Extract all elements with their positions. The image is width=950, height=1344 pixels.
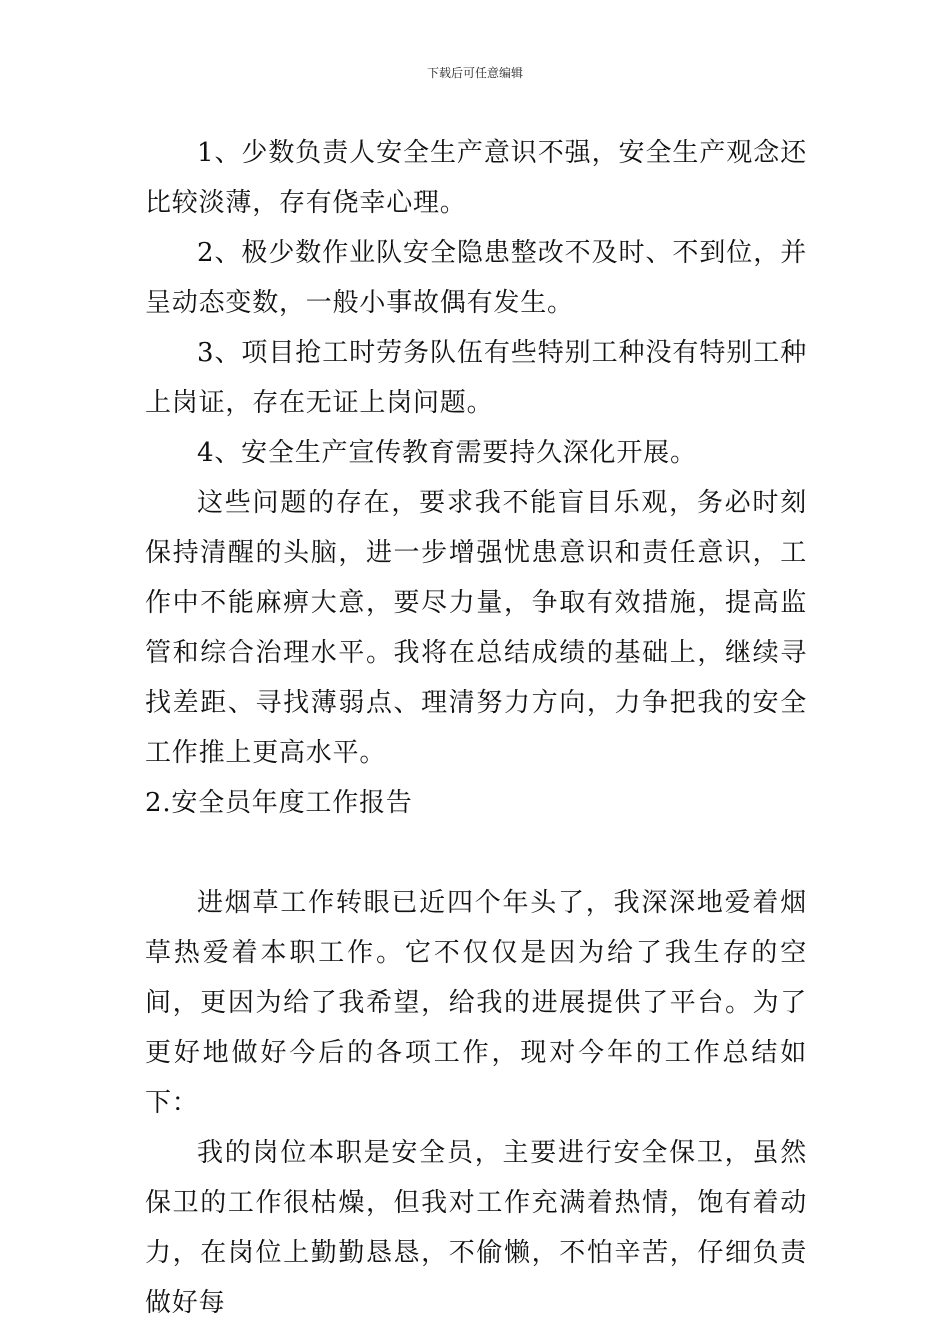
paragraph-duties: 我的岗位本职是安全员，主要进行安全保卫，虽然保卫的工作很枯燥，但我对工作充满着热情，饱有着动力，在岗位上勤勤恳恳，不偷懒，不怕辛苦，仔细负责做好每 — [145, 1138, 807, 1318]
section-heading: 2.安全员年度工作报告 — [145, 788, 413, 818]
page-header: 下载后可任意编辑 — [426, 66, 523, 80]
blank-line — [145, 828, 807, 878]
paragraph-conclusion: 这些问题的存在，要求我不能盲目乐观，务必时刻保持清醒的头脑，进一步增强忧患意识和责任意识，工作中不能麻痹大意，要尽力量，争取有效措施，提高监管和综合治理水平。我将在总结成绩的基础上，继续寻找差距、寻找薄弱点、理清努力方向，力争把我的安全工作推上更高水平。 — [145, 488, 807, 768]
paragraph-issue-2: 2、极少数作业队安全隐患整改不及时、不到位，并呈动态变数，一般小事故偶有发生。 — [145, 238, 807, 318]
paragraph-intro: 进烟草工作转眼已近四个年头了，我深深地爱着烟草热爱着本职工作。它不仅仅是因为给了我生存的空间，更因为给了我希望，给我的进展提供了平台。为了更好地做好今后的各项工作，现对今年的工作总结如下： — [145, 888, 807, 1118]
paragraph-issue-1: 1、少数负责人安全生产意识不强，安全生产观念还比较淡薄，存有侥幸心理。 — [145, 138, 807, 218]
paragraph-issue-4: 4、安全生产宣传教育需要持久深化开展。 — [197, 438, 697, 468]
document-body — [145, 128, 807, 1328]
paragraph-issue-3: 3、项目抢工时劳务队伍有些特别工种没有特别工种上岗证，存在无证上岗问题。 — [145, 338, 807, 418]
